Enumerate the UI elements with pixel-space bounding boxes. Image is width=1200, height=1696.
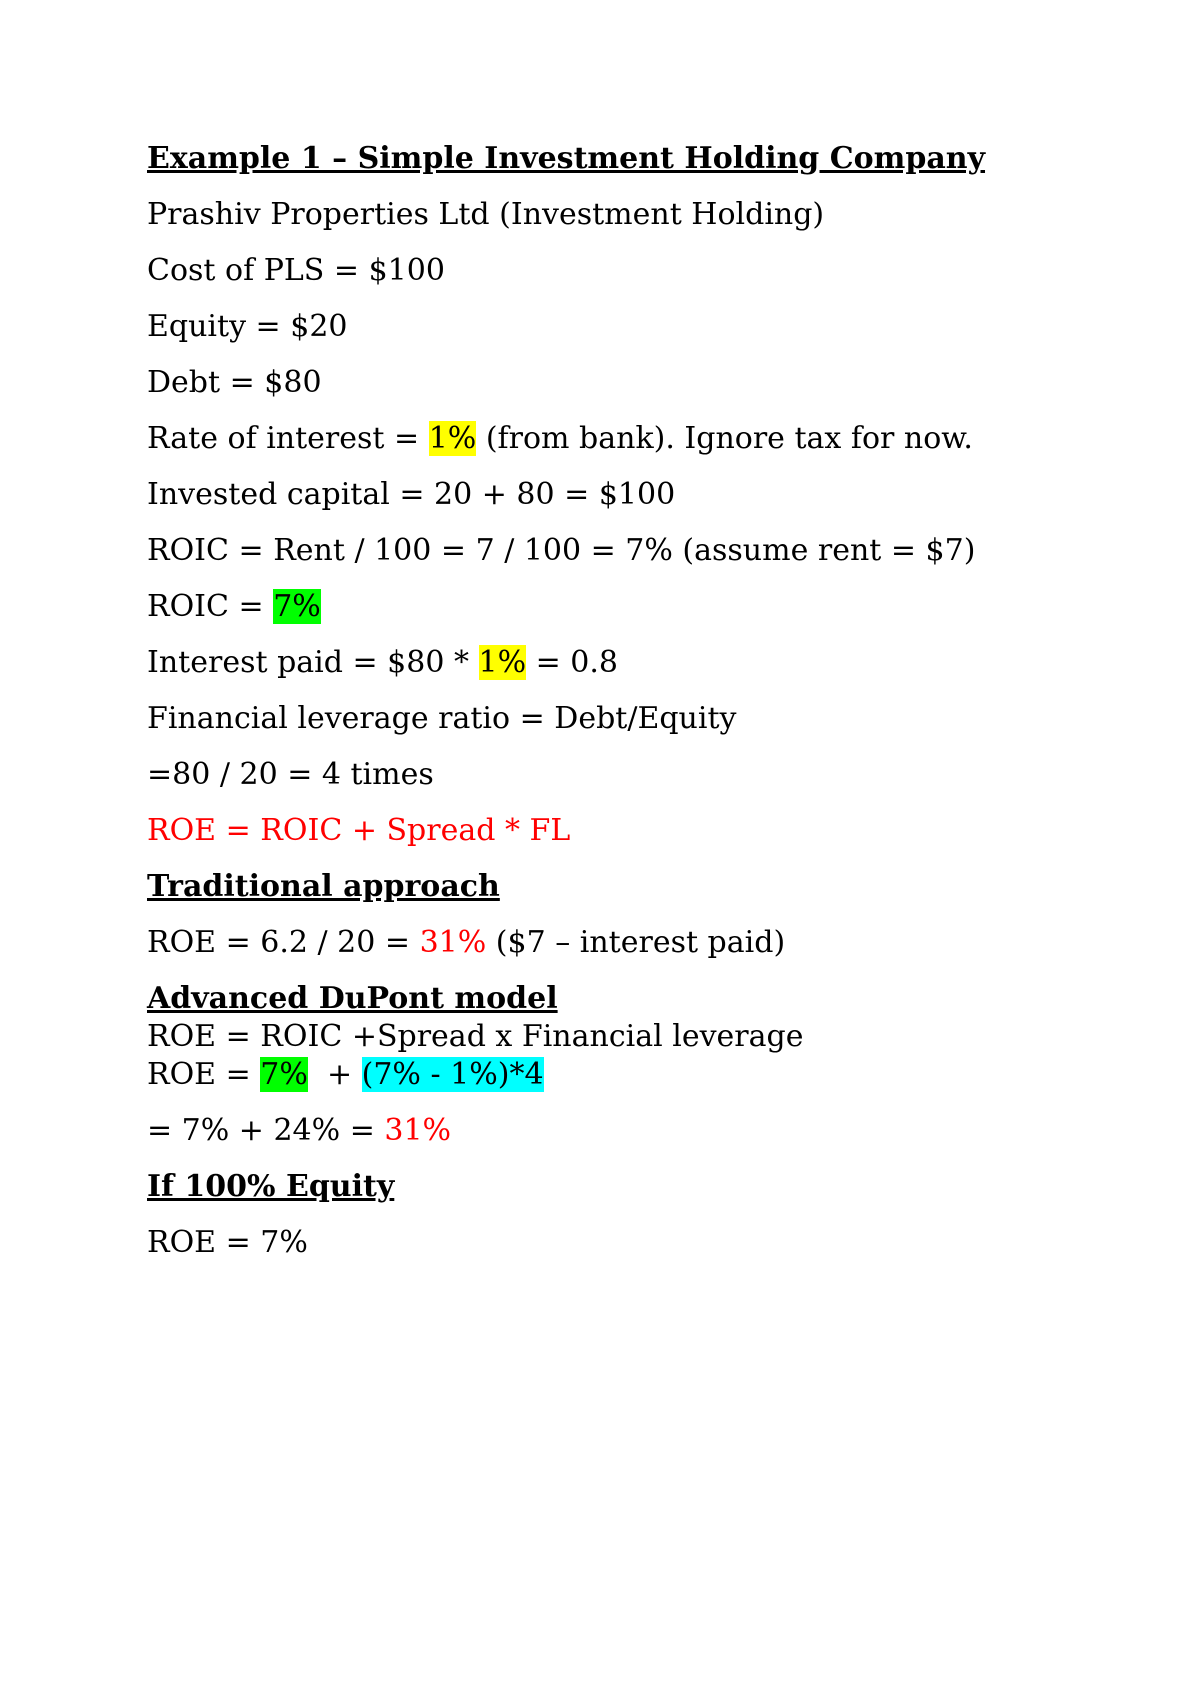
- rate-prefix: Rate of interest =: [147, 421, 429, 456]
- dupont-formula-line: ROE = ROIC +Spread x Financial leverage: [147, 1019, 804, 1054]
- dupont-roic-highlight: 7%: [260, 1057, 308, 1092]
- equity-line: Equity = $20: [147, 309, 348, 344]
- roic-value-highlight: 7%: [273, 589, 321, 624]
- rate-value-highlight: 1%: [428, 421, 477, 456]
- cost-line: Cost of PLS = $100: [147, 253, 445, 288]
- equity-case-heading: If 100% Equity: [147, 1169, 395, 1204]
- roe-formula-line: ROE = ROIC + Spread * FL: [147, 813, 571, 848]
- traditional-roe-line: [147, 924, 1147, 962]
- dupont-calc-plus: +: [307, 1057, 362, 1092]
- document-title: Example 1 – Simple Investment Holding Company: [147, 141, 986, 176]
- rate-suffix: (from bank). Ignore tax for now.: [476, 421, 973, 456]
- traditional-roe-value: 31%: [419, 925, 487, 960]
- roic-line: [147, 588, 1147, 626]
- traditional-prefix: ROE = 6.2 / 20 =: [147, 925, 420, 960]
- dupont-spread-highlight: (7% - 1%)*4: [361, 1057, 544, 1092]
- dupont-result-prefix: = 7% + 24% =: [147, 1113, 385, 1148]
- interest-paid-line: [147, 644, 1147, 682]
- rate-line: [147, 420, 1147, 458]
- invested-capital-line: Invested capital = 20 + 80 = $100: [147, 477, 676, 512]
- dupont-heading: Advanced DuPont model: [147, 981, 558, 1016]
- company-line: Prashiv Properties Ltd (Investment Holding): [147, 197, 825, 232]
- dupont-result-value: 31%: [384, 1113, 452, 1148]
- interest-rate-highlight: 1%: [478, 645, 527, 680]
- equity-case-line: ROE = 7%: [147, 1225, 308, 1260]
- dupont-calc-line: [147, 1056, 1147, 1094]
- roic-formula-line: ROIC = Rent / 100 = 7 / 100 = 7% (assume rent = $7): [147, 533, 976, 568]
- dupont-result-line: [147, 1112, 1147, 1150]
- traditional-suffix: ($7 – interest paid): [486, 925, 786, 960]
- dupont-calc-prefix: ROE =: [147, 1057, 261, 1092]
- leverage-calc-line: =80 / 20 = 4 times: [147, 757, 434, 792]
- traditional-heading: Traditional approach: [147, 869, 500, 904]
- roic-prefix: ROIC =: [147, 589, 274, 624]
- document-body: [147, 140, 1147, 1280]
- interest-paid-prefix: Interest paid = $80 *: [147, 645, 479, 680]
- leverage-line: Financial leverage ratio = Debt/Equity: [147, 701, 737, 736]
- debt-line: Debt = $80: [147, 365, 322, 400]
- interest-paid-suffix: = 0.8: [526, 645, 619, 680]
